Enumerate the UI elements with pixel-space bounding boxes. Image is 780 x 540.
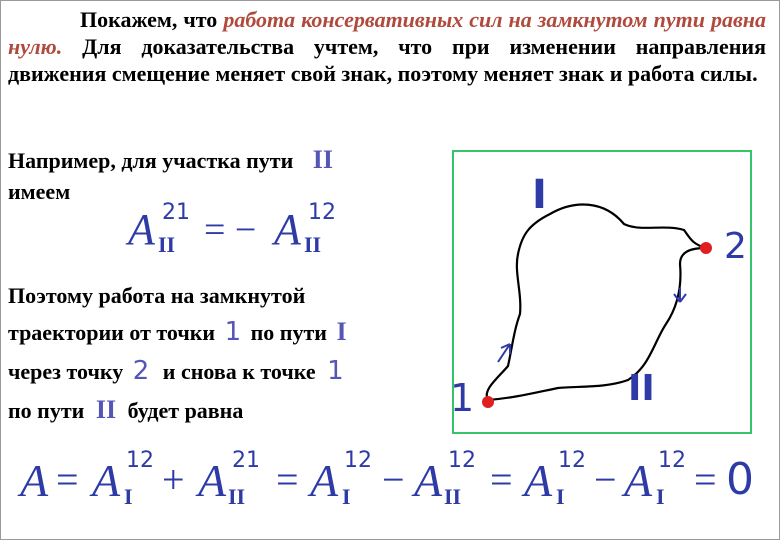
- conclusion-text-2b: по пути: [250, 320, 327, 345]
- path-diagram-svg: [454, 152, 750, 432]
- formula2-sub2: II: [228, 484, 246, 509]
- formula-work-reverse: [128, 200, 348, 262]
- example-text: Например, для участка пути: [8, 148, 294, 173]
- conclusion-text-2a: траектории от точки: [8, 320, 216, 345]
- diagram-label-path-II: II: [628, 368, 655, 409]
- formula2-sub4: II: [444, 484, 462, 509]
- intro-paragraph: [8, 6, 766, 87]
- formula2-A3: A: [310, 455, 339, 506]
- formula2-A5: A: [524, 455, 553, 506]
- formula2-eq-1: =: [56, 457, 79, 502]
- formula2-sub1: I: [124, 484, 133, 509]
- conclusion-line-4: [8, 396, 243, 424]
- point-2-dot: [700, 242, 712, 254]
- example-line-1: [8, 146, 333, 174]
- diagram-label-point-1: 1: [450, 376, 475, 420]
- path-diagram: [452, 150, 752, 434]
- formula2-sub5: I: [556, 484, 565, 509]
- formula2-minus-2: −: [594, 457, 617, 502]
- example-line-2: имеем: [8, 179, 71, 204]
- formula1-equals-minus: = −: [204, 209, 257, 251]
- formula2-A1: A: [92, 455, 121, 506]
- formula2-eq-2: =: [276, 457, 299, 502]
- formula1-sup-right: 12: [308, 200, 336, 225]
- formula2-eq-4: =: [694, 457, 717, 502]
- arrow-path-I: [498, 344, 510, 362]
- formula2-sup3: 12: [344, 448, 372, 473]
- formula2-sub3: I: [342, 484, 351, 509]
- diagram-label-point-2: 2: [724, 226, 747, 267]
- conclusion-line-1: Поэтому работа на замкнутой: [8, 283, 306, 308]
- intro-text-end: Для доказательства учтем, что при изменении направления движения смещение меняет свой знак, поэтому меняет знак и работа силы.: [8, 34, 766, 86]
- conclusion-line-3: [8, 358, 344, 385]
- formula2-sup2: 21: [232, 448, 260, 473]
- formula2-A-total: A: [20, 455, 49, 506]
- conclusion-point-1: 1: [224, 317, 242, 347]
- formula1-sub-left: II: [158, 232, 176, 257]
- formula2-A2: A: [198, 455, 227, 506]
- formula1-sup-left: 21: [162, 200, 190, 225]
- arrow-path-II: [674, 288, 686, 302]
- closed-path-curve: [487, 205, 706, 400]
- conclusion-text-3b: и снова к точке: [162, 359, 316, 384]
- conclusion-point-1b: 1: [327, 356, 344, 386]
- formula2-sup4: 12: [448, 448, 476, 473]
- conclusion-text-4a: по пути: [8, 398, 85, 423]
- formula2-zero: 0: [726, 454, 754, 505]
- formula1-sub-right: II: [304, 232, 322, 257]
- point-1-dot: [482, 396, 494, 408]
- formula2-eq-3: =: [490, 457, 513, 502]
- formula2-sup5: 12: [558, 448, 586, 473]
- conclusion-text-3a: через точку: [8, 359, 124, 384]
- conclusion-point-2: 2: [132, 356, 150, 386]
- formula1-A-right: A: [274, 205, 301, 254]
- formula2-sup6: 12: [658, 448, 686, 473]
- intro-highlight: работа консервативных сил на замкнутом пути равна нулю.: [8, 7, 766, 59]
- formula2-sup1: 12: [126, 448, 154, 473]
- formula2-minus-1: −: [382, 457, 405, 502]
- conclusion-path-II: II: [95, 395, 117, 424]
- intro-text-start: Покажем, что: [80, 7, 224, 32]
- conclusion-text-4b: будет равна: [127, 398, 244, 423]
- conclusion-path-I: I: [336, 317, 347, 346]
- formula2-plus: +: [162, 457, 185, 502]
- formula2-A4: A: [414, 455, 443, 506]
- formula1-A-left: A: [128, 205, 155, 254]
- example-path-label: II: [312, 145, 333, 174]
- formula2-sub6: I: [656, 484, 665, 509]
- formula-closed-path-work: [20, 446, 760, 516]
- diagram-label-path-I: I: [532, 172, 547, 218]
- formula2-A6: A: [624, 455, 653, 506]
- conclusion-line-2: [8, 318, 347, 346]
